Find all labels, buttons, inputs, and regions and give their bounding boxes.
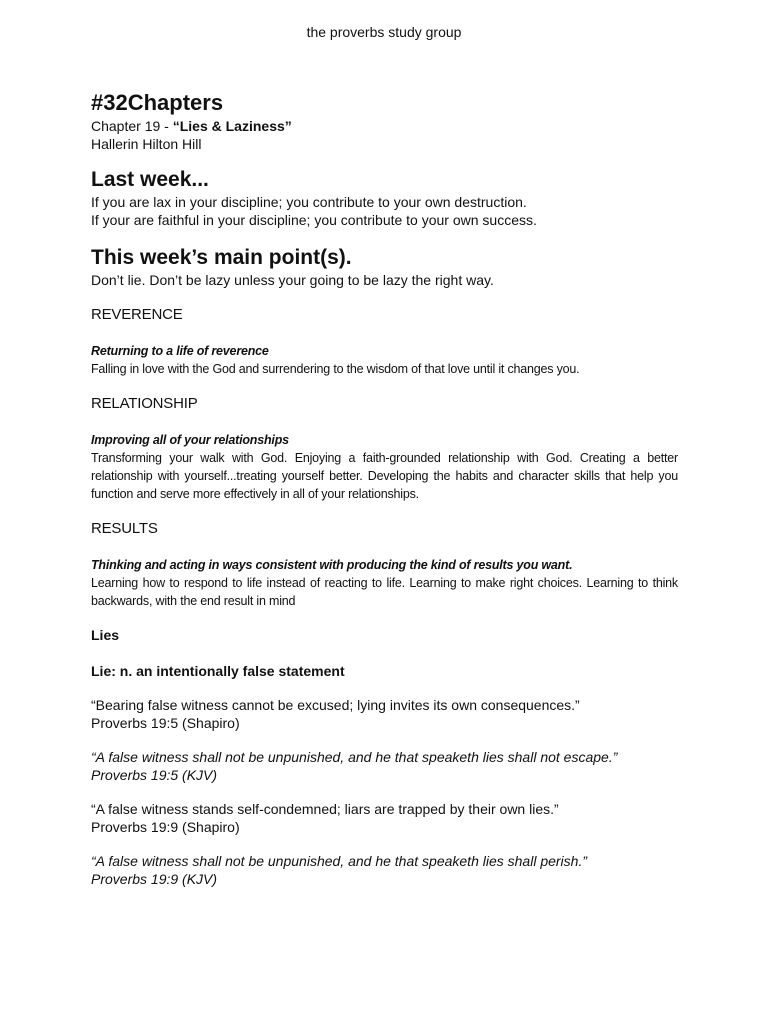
section-title-reverence: Returning to a life of reverence xyxy=(91,344,269,358)
quote-reference: Proverbs 19:5 (KJV) xyxy=(91,767,218,783)
main-point-text: Don’t lie. Don’t be lazy unless your going to be lazy the right way. xyxy=(91,272,494,288)
page-header: the proverbs study group xyxy=(306,24,462,40)
section-text-reverence: Falling in love with the God and surrendering to the wisdom of that love until it changes you. xyxy=(91,362,580,376)
section-title-results: Thinking and acting in ways consistent with producing the kind of results you want. xyxy=(91,558,573,572)
quote-text: “Bearing false witness cannot be excused; lying invites its own consequences.” xyxy=(91,697,580,713)
section-label-relationship: RELATIONSHIP xyxy=(91,395,198,412)
document-body xyxy=(91,89,678,888)
quote-reference: Proverbs 19:9 (KJV) xyxy=(91,871,218,887)
chapter-name: “Lies & Laziness” xyxy=(172,118,292,134)
main-point-heading: This week’s main point(s). xyxy=(91,246,352,269)
last-week-heading: Last week... xyxy=(91,168,209,191)
section-text-results: Learning how to respond to life instead of reacting to life. Learning to make right choices. Learning to think backwards, with the end result in mind xyxy=(91,576,678,608)
quote-3 xyxy=(91,800,678,836)
lies-heading: Lies xyxy=(91,627,120,643)
document-title: #32Chapters xyxy=(91,90,224,115)
chapter-prefix: Chapter 19 - xyxy=(91,118,173,134)
author: Hallerin Hilton Hill xyxy=(91,136,202,152)
quote-reference: Proverbs 19:9 (Shapiro) xyxy=(91,819,240,835)
section-label-results: RESULTS xyxy=(91,520,158,537)
section-text-relationship: Transforming your walk with God. Enjoying a faith-grounded relationship with God. Creating a better relationship with yourself...treating yourself better. Developing the habits and character skills that help you function and serve more effectively in all of your relationships. xyxy=(91,451,678,501)
quote-reference: Proverbs 19:5 (Shapiro) xyxy=(91,715,240,731)
quote-text: “A false witness stands self-condemned; liars are trapped by their own lies.” xyxy=(91,801,559,817)
section-label-reverence: REVERENCE xyxy=(91,306,183,323)
last-week-line-2: If your are faithful in your discipline; you contribute to your own success. xyxy=(91,212,537,228)
last-week-line-1: If you are lax in your discipline; you contribute to your own destruction. xyxy=(91,194,527,210)
quote-text: “A false witness shall not be unpunished, and he that speaketh lies shall perish.” xyxy=(91,853,588,869)
lie-definition: Lie: n. an intentionally false statement xyxy=(91,663,345,679)
quote-text: “A false witness shall not be unpunished, and he that speaketh lies shall not escape.” xyxy=(91,749,618,765)
quote-2 xyxy=(91,748,678,784)
section-title-relationship: Improving all of your relationships xyxy=(91,433,289,447)
quote-4 xyxy=(91,852,678,888)
quote-1 xyxy=(91,696,678,732)
chapter-line xyxy=(91,117,678,135)
